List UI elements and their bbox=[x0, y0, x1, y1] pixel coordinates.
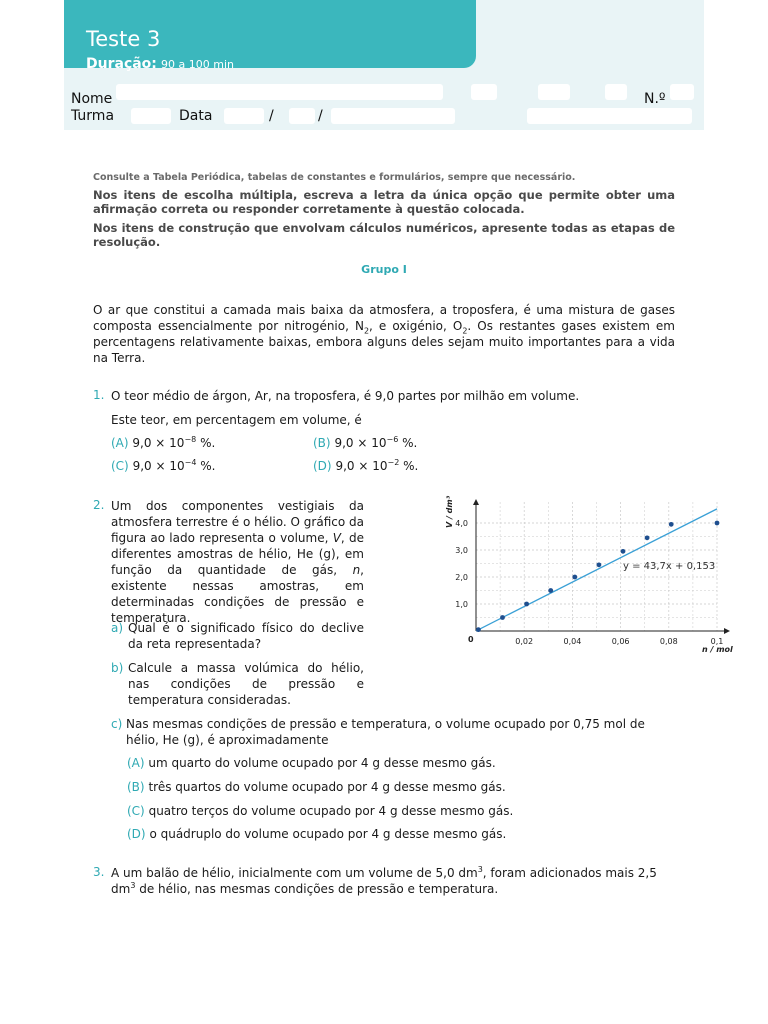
q1-stem: Este teor, em percentagem em volume, é bbox=[111, 413, 362, 427]
var-v: V bbox=[332, 531, 341, 545]
option-unit: %. bbox=[196, 436, 216, 450]
q2c-text: Nas mesmas condições de pressão e temperatura, o volume ocupado por 0,75 mol de hélio, He (g), é aproximadamente bbox=[126, 717, 645, 747]
date-label: Data bbox=[179, 108, 213, 124]
date-day-field[interactable] bbox=[224, 108, 264, 124]
q2-number: 2. bbox=[93, 498, 105, 512]
data-point-8 bbox=[669, 522, 674, 527]
intro-text-3: . Os restantes gases existem em percentagens relativamente baixas, embora alguns deles sejam muito importantes para a vida na Terra. bbox=[93, 319, 675, 365]
q2c-option-c[interactable] bbox=[127, 804, 513, 818]
option-text: um quarto do volume ocupado por 4 g desse mesmo gás. bbox=[148, 756, 496, 770]
name-field-extra-1[interactable] bbox=[471, 84, 497, 100]
duration-value: 90 a 100 min bbox=[161, 58, 235, 71]
q3-sup-2: 3 bbox=[130, 881, 136, 890]
option-base: 9,0 × 10 bbox=[132, 436, 185, 450]
option-base: 9,0 × 10 bbox=[335, 459, 388, 473]
q1-option-c[interactable] bbox=[111, 459, 215, 473]
data-point-3 bbox=[548, 588, 553, 593]
q1-option-b[interactable] bbox=[313, 436, 417, 450]
q2-text-c: , existente nessas amostras, em determinadas condições de pressão e temperatura. bbox=[111, 563, 364, 625]
x-tick-label: 0,08 bbox=[659, 637, 678, 646]
q3-text-1: A um balão de hélio, inicialmente com um volume de 5,0 dm bbox=[111, 866, 478, 880]
chart-points bbox=[476, 521, 719, 632]
intro-text-2: , e oxigénio, O bbox=[369, 319, 463, 333]
number-label: N.º bbox=[644, 91, 666, 107]
option-key: (B) bbox=[313, 436, 331, 450]
data-point-0 bbox=[476, 627, 481, 632]
date-sep-1: / bbox=[269, 108, 274, 124]
y-tick-label: 1,0 bbox=[455, 600, 468, 609]
extra-field[interactable] bbox=[527, 108, 692, 124]
option-text: o quádruplo do volume ocupado por 4 g desse mesmo gás. bbox=[149, 827, 507, 841]
x-tick-label: 0,1 bbox=[710, 637, 724, 646]
data-point-4 bbox=[572, 575, 577, 580]
y-tick-label: 3,0 bbox=[455, 546, 468, 555]
option-exponent: −8 bbox=[184, 435, 197, 444]
data-point-1 bbox=[500, 615, 505, 620]
option-unit: %. bbox=[399, 459, 419, 473]
q2c-option-d[interactable] bbox=[127, 827, 506, 841]
name-field-extra-3[interactable] bbox=[605, 84, 627, 100]
equation-label: y = 43,7x + 0,153 bbox=[623, 561, 716, 572]
option-text: quatro terços do volume ocupado por 4 g desse mesmo gás. bbox=[148, 804, 514, 818]
class-field[interactable] bbox=[131, 108, 171, 124]
intro-text-1: O ar que constitui a camada mais baixa da atmosfera, a troposfera, é uma mistura de gases composta essencialmente por nitrogénio, N bbox=[93, 303, 675, 333]
x-axis-arrow bbox=[724, 628, 730, 634]
class-label: Turma bbox=[71, 108, 115, 124]
o2-subscript: 2 bbox=[462, 326, 468, 336]
option-text: três quartos do volume ocupado por 4 g desse mesmo gás. bbox=[148, 780, 506, 794]
data-point-6 bbox=[621, 549, 626, 554]
option-base: 9,0 × 10 bbox=[334, 436, 387, 450]
var-n: n bbox=[352, 563, 361, 577]
q2c-option-b[interactable] bbox=[127, 780, 506, 794]
q2-text-b: , de diferentes amostras de hélio, He (g), em função da quantidade de gás, bbox=[111, 531, 364, 577]
duration bbox=[86, 56, 234, 72]
option-exponent: −2 bbox=[387, 458, 400, 467]
origin-label: 0 bbox=[468, 635, 474, 644]
data-point-7 bbox=[645, 535, 650, 540]
q2a-key: a) bbox=[111, 621, 124, 635]
x-tick-label: 0,06 bbox=[611, 637, 630, 646]
data-point-2 bbox=[524, 602, 529, 607]
x-axis-label: n / mol bbox=[702, 645, 733, 654]
q2-text-a: Um dos componentes vestigiais da atmosfera terrestre é o hélio. O gráfico da figura ao lado representa o volume, bbox=[111, 499, 364, 545]
data-point-9 bbox=[715, 521, 720, 526]
q2c-key: c) bbox=[111, 717, 123, 731]
q3-sup-1: 3 bbox=[477, 865, 483, 874]
option-exponent: −4 bbox=[184, 458, 197, 467]
q2b-key: b) bbox=[111, 661, 124, 675]
option-key: (C) bbox=[111, 459, 129, 473]
option-unit: %. bbox=[196, 459, 216, 473]
q3-text bbox=[111, 865, 677, 897]
intro-paragraph bbox=[93, 302, 675, 366]
group-title: Grupo I bbox=[361, 263, 407, 276]
x-tick-label: 0,04 bbox=[563, 637, 582, 646]
option-key: (B) bbox=[127, 780, 145, 794]
volume-vs-amount-chart bbox=[420, 494, 736, 656]
date-sep-2: / bbox=[318, 108, 323, 124]
x-tick-label: 0,02 bbox=[515, 637, 534, 646]
date-year-field[interactable] bbox=[331, 108, 455, 124]
y-axis-label: V / dm³ bbox=[445, 495, 454, 528]
name-field[interactable] bbox=[116, 84, 443, 100]
option-unit: %. bbox=[398, 436, 418, 450]
q3-number: 3. bbox=[93, 865, 105, 879]
q3-text-2: , foram adicionados mais 2,5 dm bbox=[111, 866, 657, 896]
q1-option-d[interactable] bbox=[313, 459, 418, 473]
option-key: (A) bbox=[127, 756, 145, 770]
q1-text: O teor médio de árgon, Ar, na troposfera, é 9,0 partes por milhão em volume. bbox=[111, 389, 580, 403]
q2b-text: Calcule a massa volúmica do hélio, nas condições de pressão e temperatura consideradas. bbox=[128, 661, 364, 707]
y-tick-label: 2,0 bbox=[455, 573, 468, 582]
data-point-5 bbox=[597, 562, 602, 567]
option-key: (D) bbox=[313, 459, 332, 473]
instruction-2: Nos itens de escolha múltipla, escreva a letra da única opção que permite obter uma afirmação correta ou responder corretamente à questão colocada. bbox=[93, 188, 675, 216]
option-key: (C) bbox=[127, 804, 145, 818]
test-title: Teste 3 bbox=[86, 27, 161, 51]
q2a-text: Qual é o significado físico do declive da reta representada? bbox=[128, 621, 364, 651]
option-key: (A) bbox=[111, 436, 129, 450]
q2c-option-a[interactable] bbox=[127, 756, 496, 770]
date-month-field[interactable] bbox=[289, 108, 315, 124]
q1-number: 1. bbox=[93, 388, 105, 402]
name-field-extra-2[interactable] bbox=[538, 84, 570, 100]
n2-subscript: 2 bbox=[363, 326, 370, 336]
q2-text bbox=[111, 498, 364, 626]
q1-option-a[interactable] bbox=[111, 436, 215, 450]
option-key: (D) bbox=[127, 827, 146, 841]
q3-text-3: de hélio, nas mesmas condições de pressão e temperatura. bbox=[135, 882, 499, 896]
number-field[interactable] bbox=[670, 84, 694, 100]
y-tick-label: 4,0 bbox=[455, 519, 468, 528]
instruction-1: Consulte a Tabela Periódica, tabelas de constantes e formulários, sempre que necessário. bbox=[93, 172, 576, 183]
option-base: 9,0 × 10 bbox=[132, 459, 185, 473]
duration-label: Duração: bbox=[86, 56, 157, 72]
y-axis-arrow bbox=[473, 499, 479, 505]
option-exponent: −6 bbox=[386, 435, 399, 444]
name-label: Nome bbox=[71, 91, 113, 107]
chart-ticks bbox=[455, 519, 723, 646]
instruction-3: Nos itens de construção que envolvam cálculos numéricos, apresente todas as etapas de resolução. bbox=[93, 221, 675, 249]
